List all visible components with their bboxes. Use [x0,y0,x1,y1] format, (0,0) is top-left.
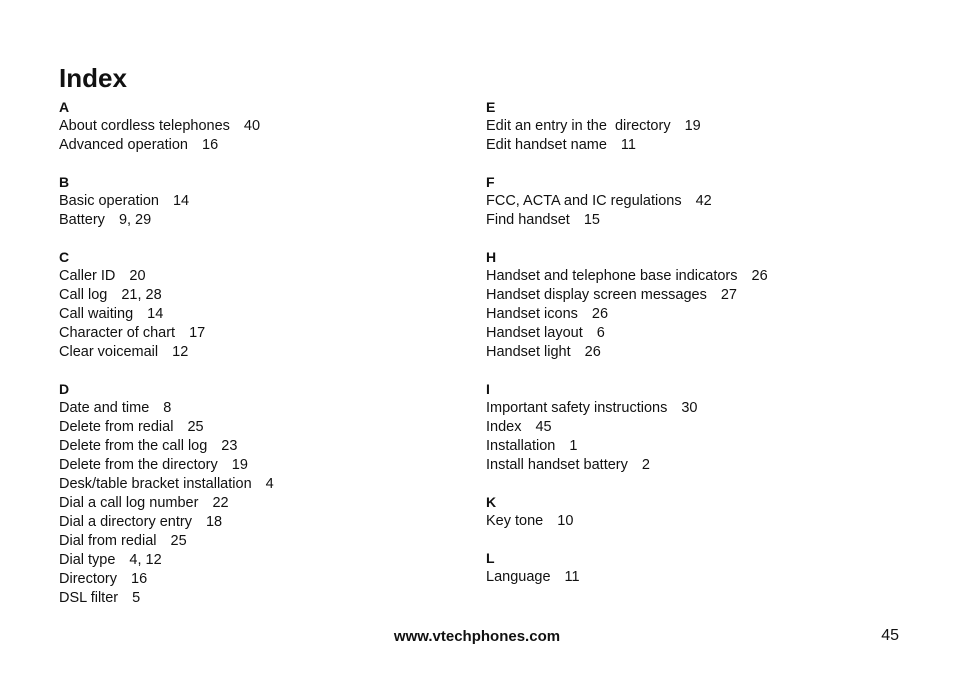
index-entry-term: Installation [486,438,556,454]
index-entry [59,343,449,362]
index-entry-pages: 21, 28 [121,287,162,303]
index-entry-pages: 5 [132,590,141,606]
index-entry-term: FCC, ACTA and IC regulations [486,193,682,209]
index-entry-term: Handset light [486,344,571,360]
section-letter: C [59,249,70,265]
index-entry-term: Date and time [59,400,150,416]
index-entry-pages: 27 [720,287,737,303]
section-letter: F [486,174,495,190]
index-entry [486,399,906,418]
index-entry [59,475,449,494]
index-entry [59,117,449,136]
index-entry-term: Edit handset name [486,137,607,153]
index-entry-pages: 26 [751,268,768,284]
index-entry [486,343,906,362]
index-entry [486,568,906,587]
index-entry-pages: 11 [564,569,580,585]
index-entry-pages: 8 [163,400,172,416]
index-entry [59,324,449,343]
index-entry [59,305,449,324]
index-column-left [59,98,449,626]
index-entry [59,532,449,551]
index-entry [59,136,449,155]
index-entry-pages: 16 [202,137,219,153]
index-entry [59,551,449,570]
index-entry-pages: 11 [620,137,636,153]
section-letter: B [59,174,70,190]
index-entry [486,418,906,437]
index-entry [486,117,906,136]
section-letter: E [486,99,496,115]
index-entry-pages: 18 [205,514,223,530]
index-entry-term: Handset display screen messages [486,287,707,303]
index-entry-term: Advanced operation [59,137,188,153]
index-entry-term: Delete from the directory [59,457,218,473]
index-entry-pages: 45 [535,419,552,435]
section-letter: K [486,494,497,510]
index-section-i [486,380,906,475]
index-entry [486,136,906,155]
index-entry-term: Handset and telephone base indicators [486,268,738,284]
index-entry [486,456,906,475]
footer-url: www.vtechphones.com [393,628,561,645]
index-section-f [486,173,906,230]
index-entry-pages: 23 [221,438,238,454]
index-entry-term: Delete from redial [59,419,174,435]
index-entry-pages: 10 [557,513,574,529]
index-entry [59,494,449,513]
index-entry-pages: 9, 29 [118,212,152,228]
index-entry-term: Install handset battery [486,457,628,473]
index-entry-term: Dial from redial [59,533,157,549]
index-entry-pages: 2 [641,457,650,473]
index-entry [486,211,906,230]
index-entry [486,267,906,286]
index-entry-pages: 22 [212,495,229,511]
index-entry [486,305,906,324]
index-entry-pages: 19 [231,457,248,473]
index-entry-pages: 14 [147,306,164,322]
index-entry [486,324,906,343]
index-entry [59,570,449,589]
index-entry [59,456,449,475]
section-letter: L [486,550,495,566]
index-section-b [59,173,449,230]
index-entry-pages: 14 [172,193,190,209]
index-entry-pages: 26 [591,306,609,322]
index-entry [59,589,449,608]
index-entry-term: Dial a directory entry [59,514,192,530]
index-entry-pages: 40 [243,118,261,134]
page-title: Index [59,63,127,93]
index-entry [486,192,906,211]
section-letter: H [486,249,497,265]
index-entry-term: Dial a call log number [59,495,199,511]
index-section-h [486,248,906,362]
index-entry [59,437,449,456]
index-entry [59,267,449,286]
index-entry-term: Handset icons [486,306,578,322]
index-entry-pages: 4 [265,476,274,492]
index-entry-term: Directory [59,571,118,587]
index-entry-term: Edit an entry in the directory [486,118,671,134]
index-entry-term: About cordless telephones [59,118,230,134]
index-entry-pages: 25 [170,533,187,549]
index-entry [59,286,449,305]
section-letter: I [486,381,490,397]
index-entry-pages: 12 [172,344,189,360]
index-section-a [59,98,449,155]
index-entry-pages: 17 [189,325,206,341]
index-section-e [486,98,906,155]
index-entry-term: Delete from the call log [59,438,208,454]
section-letter: A [59,99,70,115]
index-entry-pages: 30 [681,400,698,416]
index-entry-pages: 6 [596,325,605,341]
index-entry [59,399,449,418]
index-entry-pages: 16 [131,571,148,587]
index-section-c [59,248,449,362]
index-entry-term: Character of chart [59,325,176,341]
index-entry-pages: 25 [187,419,204,435]
index-entry [59,513,449,532]
index-section-k [486,493,906,531]
index-entry-term: Find handset [486,212,570,228]
section-letter: D [59,381,70,397]
index-entry-pages: 19 [684,118,701,134]
index-entry [59,211,449,230]
index-entry-term: DSL filter [59,590,119,606]
index-entry [486,512,906,531]
index-entry-pages: 1 [569,438,578,454]
index-entry-pages: 4, 12 [129,552,162,568]
index-entry [486,286,906,305]
index-entry [59,418,449,437]
index-entry-term: Index [486,419,522,435]
index-entry-term: Call log [59,287,108,303]
index-entry-term: Desk/table bracket installation [59,476,252,492]
index-column-right [486,98,906,605]
index-entry-term: Handset layout [486,325,583,341]
index-entry-term: Call waiting [59,306,134,322]
index-entry-pages: 42 [695,193,712,209]
index-entry-term: Clear voicemail [59,344,159,360]
index-entry-pages: 15 [583,212,600,228]
index-entry-term: Caller ID [59,268,116,284]
index-section-l [486,549,906,587]
page-number: 45 [881,627,899,644]
index-entry-pages: 26 [584,344,601,360]
index-entry [486,437,906,456]
index-entry-term: Language [486,569,551,585]
index-section-d [59,380,449,608]
index-entry-term: Key tone [486,513,544,529]
index-entry-term: Basic operation [59,193,159,209]
index-entry [59,192,449,211]
index-entry-pages: 20 [129,268,146,284]
index-entry-term: Dial type [59,552,116,568]
index-entry-term: Important safety instructions [486,400,668,416]
index-entry-term: Battery [59,212,105,228]
